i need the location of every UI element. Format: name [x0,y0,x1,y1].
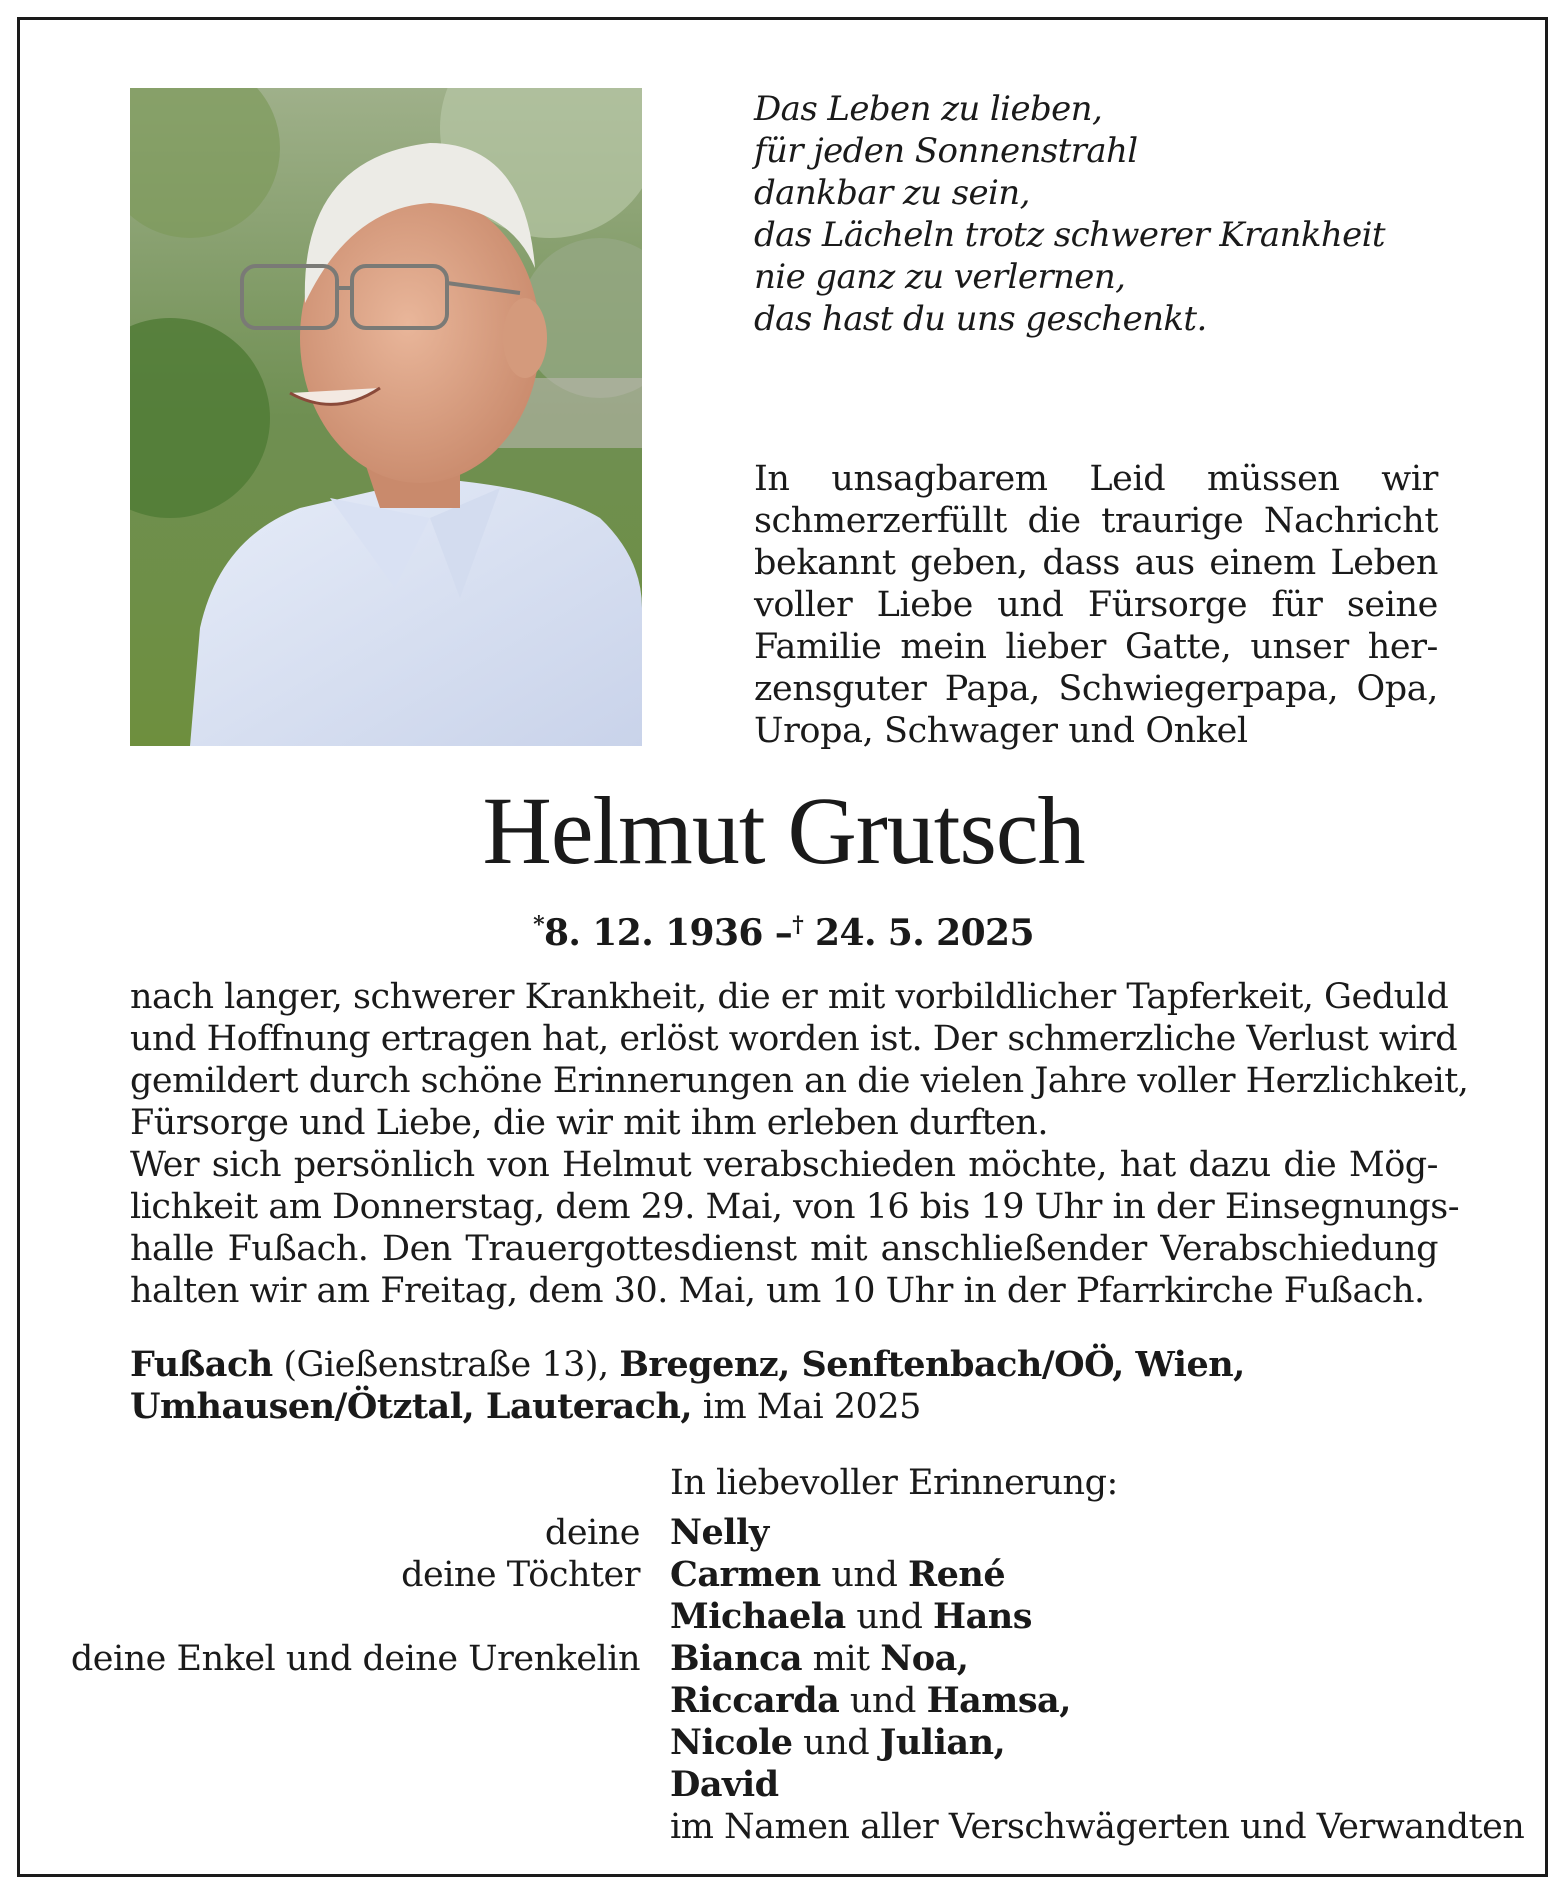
intro-text [754,458,1438,752]
body-line: lichkeit am Donnerstag, dem 29. Mai, von 16 bis 19 Uhr in der Einsegnungs- [130,1187,1460,1227]
deceased-name: Helmut Grutsch [482,777,1085,884]
poem-line: dankbar zu sein, [754,173,1030,213]
mourner-name: Nicole [670,1722,793,1763]
mourner-name: Nelly [670,1512,769,1553]
intro-line: bekannt geben, dass aus einem Leben [754,543,1438,583]
mourner-row [670,1596,1524,1638]
places-line-2 [130,1386,1245,1428]
mourner-name: Julian, [879,1722,1006,1763]
birth-date: 8. 12. 1936 – [543,912,793,954]
death-symbol: † [792,912,804,938]
body-text [130,976,1469,1312]
mourner-name: Bianca [670,1638,802,1679]
poem-line: nie ganz zu verlernen, [754,257,1126,297]
intro-line: In unsagbarem Leid müssen wir [754,459,1438,499]
mourner-label: deine Töchter [401,1555,640,1595]
mourner-conj: und [803,1723,870,1763]
places [130,1344,1245,1428]
mourner-name: Hamsa, [926,1680,1071,1721]
body-line: Wer sich persönlich von Helmut verabschieden möchte, hat dazu die Mög- [130,1145,1438,1185]
intro-line: voller Liebe und Fürsorge für seine [754,585,1438,625]
intro-line: zensguter Papa, Schwiegerpapa, Opa, [754,669,1438,709]
intro-line: Familie mein lieber Gatte, unser her- [754,627,1438,667]
body-line: Fürsorge und Liebe, die wir mit ihm erleben durften. [130,1103,1048,1143]
remembrance-heading: In liebevoller Erinnerung: [670,1463,1118,1503]
mourner-conj: und [849,1681,916,1721]
mourner-conj: und [831,1555,898,1595]
mourner-name: David [670,1764,779,1805]
mourner-closing: im Namen aller Verschwägerten und Verwandten [670,1807,1525,1847]
poem-line: das Lächeln trotz schwerer Krankheit [754,215,1385,255]
mourner-name: Carmen [670,1554,821,1595]
place-date: im Mai 2025 [702,1387,921,1427]
intro-line: Uropa, Schwager und Onkel [754,711,1248,751]
body-line: halten wir am Freitag, dem 30. Mai, um 10 Uhr in der Pfarrkirche Fußach. [130,1271,1425,1311]
poem-line: für jeden Sonnenstrahl [754,131,1138,171]
mourner-label [71,1596,640,1638]
place-others-1: Bregenz, Senftenbach/OÖ, Wien, [619,1344,1245,1385]
mourner-name: Riccarda [670,1680,840,1721]
mourner-labels [71,1512,640,1680]
mourner-label: deine Enkel und deine Urenkelin [70,1639,640,1679]
mourner-row [670,1638,1524,1680]
mourner-row [670,1680,1524,1722]
mourner-row [670,1722,1524,1764]
birth-symbol: * [533,912,544,938]
place-town: Fußach [130,1344,273,1385]
mourner-name: René [908,1554,1006,1595]
poem-line: das hast du uns geschenkt. [754,299,1207,339]
mourner-row [670,1512,1524,1554]
poem-line: Das Leben zu lieben, [754,89,1103,129]
place-others-2: Umhausen/Ötztal, Lauterach, [130,1386,693,1427]
death-date: 24. 5. 2025 [815,912,1034,954]
mourner-row [670,1764,1524,1806]
body-line: und Hoffnung ertragen hat, erlöst worden ist. Der schmerzliche Verlust wird [130,1019,1458,1059]
body-line: gemildert durch schöne Erinnerungen an die vielen Jahre voller Herzlichkeit, [130,1061,1469,1101]
mourner-row [670,1554,1524,1596]
mourner-name: Michaela [670,1596,846,1637]
body-line: halle Fußach. Den Trauergottesdienst mit anschließender Verabschiedung [130,1229,1438,1269]
body-line: nach langer, schwerer Krankheit, die er mit vorbildlicher Tapferkeit, Geduld [130,977,1449,1017]
mourner-name: Hans [933,1596,1032,1637]
mourner-conj: mit [812,1639,870,1679]
place-address: (Gießenstraße 13), [283,1345,609,1385]
mourner-names [670,1512,1524,1848]
poem [754,88,1385,340]
mourner-name: Noa, [880,1638,969,1679]
life-dates [0,902,1567,956]
places-line-1 [130,1344,1245,1386]
mourner-conj: und [856,1597,923,1637]
intro-line: schmerzerfüllt die traurige Nachricht [754,501,1438,541]
mourner-label: deine [544,1513,640,1553]
portrait-photo [130,88,642,746]
